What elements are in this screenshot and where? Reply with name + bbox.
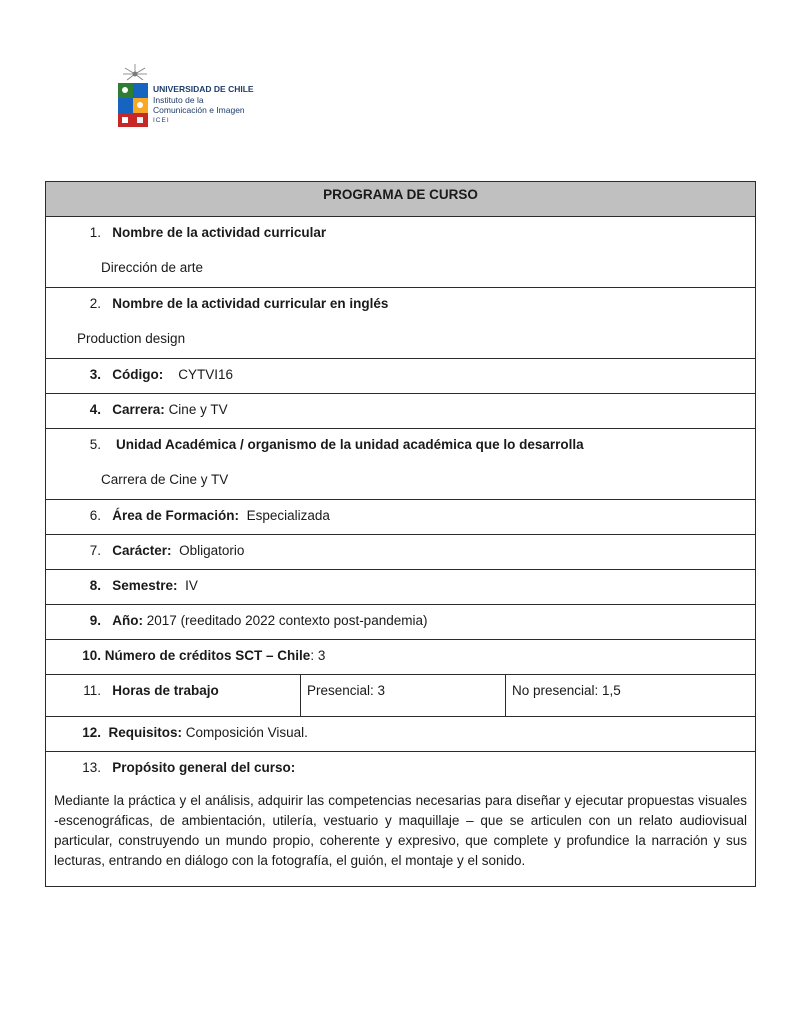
row-label: Horas de trabajo bbox=[112, 683, 219, 698]
row-value: CYTVI16 bbox=[178, 367, 234, 382]
row-academic-unit bbox=[46, 429, 756, 500]
table-header: PROGRAMA DE CURSO bbox=[46, 182, 756, 217]
row-activity-name bbox=[46, 217, 756, 288]
row-label: Unidad Académica / organismo de la unidad académica que lo desarrolla bbox=[116, 437, 584, 452]
university-logo bbox=[117, 64, 277, 128]
row-value: IV bbox=[185, 578, 198, 593]
row-number: 13. bbox=[82, 760, 101, 775]
row-label: Año: bbox=[112, 613, 144, 628]
row-number: 11. bbox=[83, 683, 101, 698]
logo-university-name: UNIVERSIDAD DE CHILE bbox=[153, 84, 254, 94]
row-character bbox=[46, 535, 756, 570]
row-work-hours bbox=[46, 675, 756, 717]
row-purpose bbox=[46, 752, 756, 887]
row-number: 4. bbox=[89, 402, 101, 417]
row-number: 8. bbox=[89, 578, 101, 593]
row-label: Propósito general del curso: bbox=[112, 760, 296, 775]
row-number: 3. bbox=[89, 367, 101, 382]
row-value: Cine y TV bbox=[168, 402, 228, 417]
row-label: Nombre de la actividad curricular en inglés bbox=[112, 296, 389, 311]
row-semester bbox=[46, 570, 756, 605]
row-career bbox=[46, 394, 756, 429]
row-value: Composición Visual. bbox=[185, 725, 308, 740]
row-number: 2. bbox=[89, 296, 101, 311]
row-code bbox=[46, 359, 756, 394]
row-year bbox=[46, 605, 756, 640]
row-number: 5. bbox=[89, 437, 101, 452]
row-label: Número de créditos SCT – Chile bbox=[104, 648, 311, 663]
row-value: 2017 (reeditado 2022 contexto post-pandemia) bbox=[146, 613, 428, 628]
row-value: Carrera de Cine y TV bbox=[101, 472, 229, 487]
logo-text bbox=[153, 84, 254, 126]
hours-no-presencial: No presencial: 1,5 bbox=[512, 683, 621, 698]
row-value: Especializada bbox=[246, 508, 330, 523]
row-number: 6. bbox=[89, 508, 101, 523]
row-label: Requisitos: bbox=[108, 725, 183, 740]
logo-line-3: ICEI bbox=[153, 116, 170, 124]
logo-line-1: Instituto de la bbox=[153, 94, 204, 105]
row-label: Carrera: bbox=[112, 402, 165, 417]
row-requirements bbox=[46, 717, 756, 752]
row-credits bbox=[46, 640, 756, 675]
hours-presencial: Presencial: 3 bbox=[307, 683, 386, 698]
row-value: : 3 bbox=[310, 648, 326, 663]
purpose-paragraph: Mediante la práctica y el análisis, adquirir las competencias necesarias para diseñar y ejecutar propuestas visuales -escenográficas, de ambientación, utilería, vestuario y maquillaje – que se articulen con un relato audiovisual particular, construyendo un mundo propio, coherente y expresivo, que complete y profundice la narración y sus lecturas, entrando en diálogo con la fotografía, el guión, el montaje y el sonido. bbox=[54, 793, 747, 868]
row-label: Semestre: bbox=[112, 578, 178, 593]
row-label: Área de Formación: bbox=[112, 508, 240, 523]
row-training-area bbox=[46, 500, 756, 535]
row-activity-name-english bbox=[46, 288, 756, 359]
row-number: 9. bbox=[89, 613, 101, 628]
row-label: Código: bbox=[112, 367, 164, 382]
row-value: Dirección de arte bbox=[101, 260, 204, 275]
logo-line-2: Comunicación e Imagen bbox=[153, 105, 245, 115]
university-shield-icon bbox=[117, 82, 149, 128]
row-label: Carácter: bbox=[112, 543, 172, 558]
row-value: Obligatorio bbox=[179, 543, 245, 558]
course-program-table bbox=[45, 181, 756, 887]
row-value: Production design bbox=[77, 331, 186, 346]
row-number: 7. bbox=[89, 543, 101, 558]
row-label: Nombre de la actividad curricular bbox=[112, 225, 327, 240]
star-emblem-icon bbox=[123, 64, 147, 84]
row-number: 10. bbox=[82, 648, 101, 663]
row-number: 12. bbox=[82, 725, 101, 740]
row-number: 1. bbox=[89, 225, 101, 240]
